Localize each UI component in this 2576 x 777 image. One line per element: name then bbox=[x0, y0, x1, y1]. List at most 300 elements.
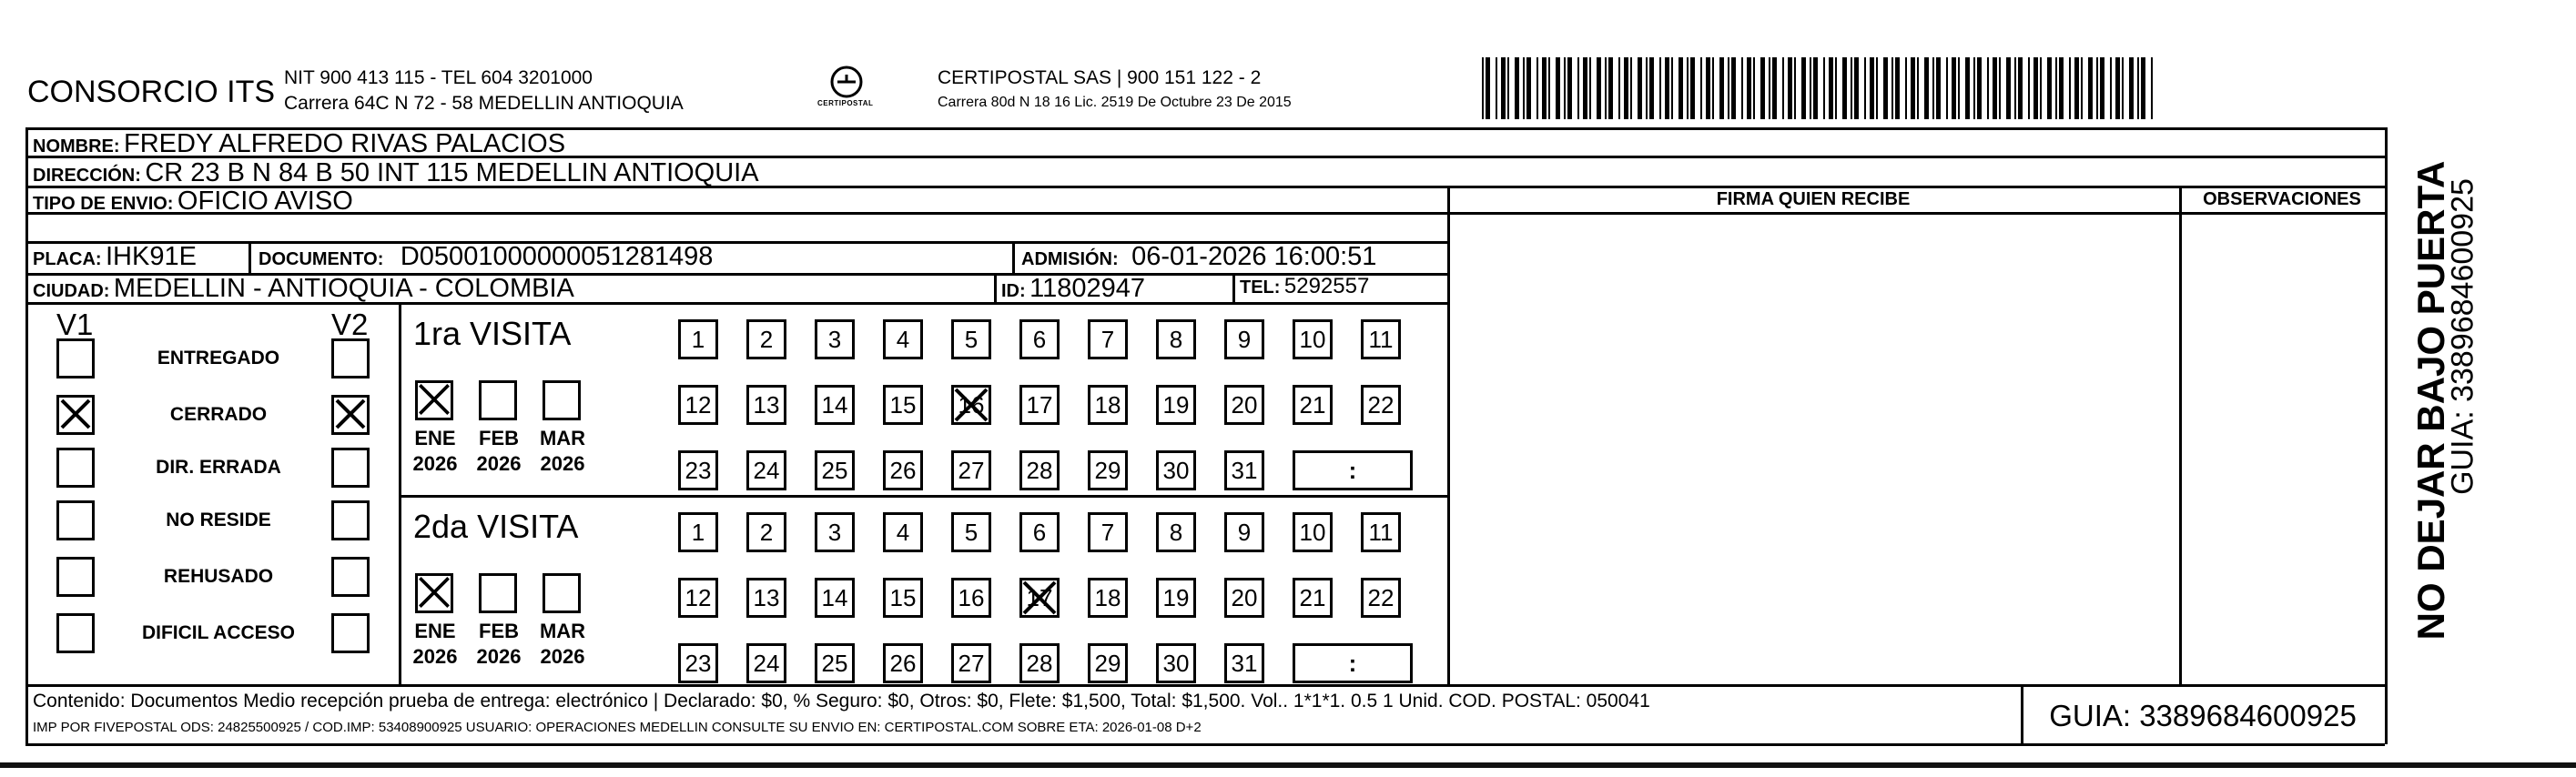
barcode-bar bbox=[1772, 57, 1777, 119]
barcode-bar bbox=[1823, 57, 1825, 119]
barcode-bar bbox=[1851, 57, 1852, 119]
day-box[interactable] bbox=[883, 512, 923, 552]
barcode-bar bbox=[1876, 57, 1878, 119]
barcode-bar bbox=[2014, 57, 2016, 119]
barcode-bar bbox=[1769, 57, 1770, 119]
barcode-bar bbox=[1883, 57, 1888, 119]
barcode-bar bbox=[1728, 57, 1729, 119]
status-option-label: ENTREGADO bbox=[157, 348, 280, 368]
barcode-bar bbox=[1810, 57, 1811, 119]
day-number: 24 bbox=[753, 456, 780, 484]
day-number: 2 bbox=[759, 518, 774, 546]
ciudad-label: CIUDAD: bbox=[33, 281, 110, 301]
barcode-bar bbox=[1801, 57, 1806, 119]
day-number: 3 bbox=[827, 325, 842, 353]
id-label: ID: bbox=[1001, 281, 1026, 301]
day-box[interactable] bbox=[815, 319, 855, 359]
x-mark-icon bbox=[55, 393, 96, 435]
day-number: 11 bbox=[1368, 518, 1394, 546]
day-box[interactable] bbox=[951, 450, 991, 490]
day-number: 19 bbox=[1162, 583, 1190, 611]
day-box[interactable] bbox=[951, 319, 991, 359]
v1-checkbox[interactable] bbox=[56, 395, 95, 435]
day-box[interactable] bbox=[883, 319, 923, 359]
barcode-bar bbox=[1987, 57, 1989, 119]
day-number: 20 bbox=[1231, 390, 1258, 419]
day-number: 27 bbox=[958, 649, 985, 677]
company-nit: NIT 900 413 115 - TEL 604 3201000 bbox=[284, 67, 593, 88]
v1-checkbox[interactable] bbox=[56, 500, 95, 540]
time-separator: : bbox=[1348, 649, 1357, 677]
month-checkbox[interactable] bbox=[479, 380, 517, 420]
barcode-bar bbox=[1794, 57, 1796, 119]
barcode-bar bbox=[1523, 57, 1525, 119]
day-number: 13 bbox=[753, 390, 780, 419]
barcode-bar bbox=[1536, 57, 1538, 119]
barcode-bar bbox=[1895, 57, 1900, 119]
barcode-bar bbox=[1932, 57, 1934, 119]
barcode-bar bbox=[1952, 57, 1956, 119]
barcode-bar bbox=[2081, 57, 2083, 119]
month-year: 2026 bbox=[476, 645, 522, 668]
placa-value: IHK91E bbox=[106, 242, 197, 271]
day-box[interactable] bbox=[1156, 578, 1196, 618]
day-number: 25 bbox=[821, 649, 848, 677]
day-box[interactable] bbox=[1224, 385, 1264, 425]
time-separator: : bbox=[1348, 456, 1357, 484]
documento-field bbox=[259, 242, 713, 272]
day-box[interactable] bbox=[1224, 450, 1264, 490]
barcode-bar bbox=[1958, 57, 1960, 119]
x-mark-icon bbox=[330, 393, 371, 435]
day-box[interactable] bbox=[1156, 319, 1196, 359]
day-number: 29 bbox=[1094, 649, 1121, 677]
month-year: 2026 bbox=[476, 452, 522, 475]
barcode-bar bbox=[2088, 57, 2093, 119]
barcode-bar bbox=[2100, 57, 2104, 119]
day-number: 6 bbox=[1032, 325, 1047, 353]
day-box[interactable] bbox=[1156, 643, 1196, 683]
barcode-bar bbox=[1706, 57, 1710, 119]
day-number: 9 bbox=[1237, 518, 1252, 546]
barcode-bar bbox=[1605, 57, 1607, 119]
day-box[interactable] bbox=[815, 512, 855, 552]
carrier-name: CERTIPOSTAL SAS | 900 151 122 - 2 bbox=[938, 67, 1262, 88]
day-box[interactable] bbox=[883, 578, 923, 618]
day-box[interactable] bbox=[951, 643, 991, 683]
day-box[interactable] bbox=[1019, 643, 1060, 683]
day-number: 21 bbox=[1299, 390, 1326, 419]
day-box[interactable] bbox=[1088, 450, 1128, 490]
day-box[interactable] bbox=[1088, 512, 1128, 552]
barcode-bar bbox=[1486, 57, 1490, 119]
barcode-bar bbox=[1597, 57, 1601, 119]
barcode-bar bbox=[2151, 57, 2153, 119]
barcode-bar bbox=[2055, 57, 2057, 119]
barcode-bar bbox=[2069, 57, 2071, 119]
day-number: 29 bbox=[1094, 456, 1121, 484]
day-box[interactable] bbox=[1088, 319, 1128, 359]
tel-field bbox=[1240, 274, 1369, 299]
barcode-bar bbox=[2033, 57, 2038, 119]
barcode-bar bbox=[1917, 57, 1919, 119]
barcode-bar bbox=[1936, 57, 1941, 119]
day-box[interactable] bbox=[678, 512, 718, 552]
v1-checkbox[interactable] bbox=[56, 557, 95, 597]
barcode-bar bbox=[1741, 57, 1743, 119]
day-box[interactable] bbox=[951, 578, 991, 618]
barcode-bar bbox=[1678, 57, 1683, 119]
v1-checkbox[interactable] bbox=[56, 613, 95, 653]
day-number: 4 bbox=[896, 518, 910, 546]
v2-checkbox[interactable] bbox=[331, 613, 370, 653]
day-number: 16 bbox=[958, 390, 985, 419]
id-value: 11802947 bbox=[1029, 274, 1145, 303]
bottom-edge-strip bbox=[0, 762, 2576, 768]
barcode-bar bbox=[1567, 57, 1572, 119]
day-number: 25 bbox=[821, 456, 848, 484]
barcode-bar bbox=[2129, 57, 2134, 119]
barcode-bar bbox=[2096, 57, 2098, 119]
day-number: 17 bbox=[1026, 583, 1053, 611]
barcode-bar bbox=[1649, 57, 1654, 119]
day-box[interactable] bbox=[746, 512, 786, 552]
v2-checkbox[interactable] bbox=[331, 500, 370, 540]
day-number: 9 bbox=[1237, 325, 1252, 353]
barcode-bar bbox=[2137, 57, 2139, 119]
day-number: 2 bbox=[759, 325, 774, 353]
barcode-bar bbox=[1556, 57, 1560, 119]
barcode-bar bbox=[1671, 57, 1673, 119]
month-year: 2026 bbox=[540, 452, 585, 475]
barcode-bar bbox=[1977, 57, 1982, 119]
month-checkbox[interactable] bbox=[415, 573, 453, 613]
month-label bbox=[530, 619, 595, 670]
day-number: 14 bbox=[821, 390, 848, 419]
barcode-bar bbox=[1993, 57, 1997, 119]
v2-checkbox[interactable] bbox=[331, 395, 370, 435]
tel-label: TEL: bbox=[1240, 278, 1281, 298]
placa-label: PLACA: bbox=[33, 249, 102, 269]
barcode-bar bbox=[2141, 57, 2145, 119]
company-name: CONSORCIO ITS bbox=[27, 75, 276, 109]
barcode-bar bbox=[1482, 57, 1484, 119]
day-number: 18 bbox=[1094, 390, 1121, 419]
day-box[interactable] bbox=[1293, 319, 1333, 359]
barcode-bar bbox=[2040, 57, 2042, 119]
barcode-bar bbox=[1973, 57, 1975, 119]
day-number: 15 bbox=[889, 390, 917, 419]
day-box[interactable] bbox=[1156, 450, 1196, 490]
v2-checkbox[interactable] bbox=[331, 448, 370, 488]
barcode-bar bbox=[1700, 57, 1702, 119]
day-box[interactable] bbox=[1224, 643, 1264, 683]
tipo-envio-value: OFICIO AVISO bbox=[177, 187, 353, 216]
month-label bbox=[530, 426, 595, 477]
month-name: MAR bbox=[539, 427, 586, 449]
barcode-bar bbox=[1646, 57, 1648, 119]
barcode-bar bbox=[1608, 57, 1613, 119]
day-number: 11 bbox=[1368, 325, 1394, 353]
id-field bbox=[1001, 274, 1145, 304]
barcode-bar bbox=[1507, 57, 1509, 119]
barcode-bar bbox=[2110, 57, 2112, 119]
day-number: 30 bbox=[1162, 649, 1190, 677]
barcode-bar bbox=[1965, 57, 1970, 119]
barcode-bar bbox=[1813, 57, 1818, 119]
direccion-label: DIRECCIÓN: bbox=[33, 166, 141, 186]
barcode-bar bbox=[2115, 57, 2120, 119]
day-number: 16 bbox=[958, 583, 985, 611]
day-box[interactable] bbox=[1019, 385, 1060, 425]
day-box[interactable] bbox=[1293, 385, 1333, 425]
day-number: 19 bbox=[1162, 390, 1190, 419]
barcode-bar bbox=[1526, 57, 1531, 119]
barcode-bar bbox=[1719, 57, 1724, 119]
day-box[interactable] bbox=[1224, 512, 1264, 552]
barcode-bar bbox=[2074, 57, 2079, 119]
day-box[interactable] bbox=[1224, 578, 1264, 618]
day-box[interactable] bbox=[951, 385, 991, 425]
day-box[interactable] bbox=[678, 450, 718, 490]
tel-value: 5292557 bbox=[1283, 274, 1370, 298]
barcode-bar bbox=[2122, 57, 2124, 119]
day-number: 12 bbox=[685, 583, 712, 611]
day-box[interactable] bbox=[815, 578, 855, 618]
day-box[interactable] bbox=[1019, 319, 1060, 359]
tipo-envio-label: TIPO DE ENVIO: bbox=[33, 194, 174, 214]
day-box[interactable] bbox=[1019, 512, 1060, 552]
day-box[interactable] bbox=[1293, 578, 1333, 618]
barcode-bar bbox=[1946, 57, 1948, 119]
status-option-label: CERRADO bbox=[169, 404, 268, 425]
barcode-bar bbox=[1564, 57, 1566, 119]
observaciones-header: OBSERVACIONES bbox=[2203, 189, 2361, 209]
month-label bbox=[402, 619, 468, 670]
day-box[interactable] bbox=[1019, 578, 1060, 618]
day-number: 6 bbox=[1032, 518, 1047, 546]
month-label bbox=[466, 426, 532, 477]
month-name: FEB bbox=[479, 427, 519, 449]
side-guia: GUIA: 3389684600925 bbox=[2445, 178, 2480, 495]
nombre-value: FREDY ALFREDO RIVAS PALACIOS bbox=[124, 129, 566, 158]
admision-field bbox=[1021, 242, 1376, 272]
tipo-envio-field bbox=[33, 187, 353, 217]
x-mark-icon bbox=[948, 382, 994, 428]
day-number: 23 bbox=[685, 456, 712, 484]
day-box[interactable] bbox=[1088, 385, 1128, 425]
day-number: 1 bbox=[691, 518, 705, 546]
day-box[interactable] bbox=[1088, 578, 1128, 618]
barcode-bar bbox=[1690, 57, 1695, 119]
day-number: 1 bbox=[691, 325, 705, 353]
day-number: 26 bbox=[889, 456, 917, 484]
day-box[interactable] bbox=[678, 319, 718, 359]
barcode-bar bbox=[1515, 57, 1519, 119]
barcode-bar bbox=[1854, 57, 1859, 119]
month-label bbox=[402, 426, 468, 477]
barcode-bar bbox=[1687, 57, 1689, 119]
day-number: 24 bbox=[753, 649, 780, 677]
barcode-bar bbox=[2047, 57, 2052, 119]
day-number: 12 bbox=[685, 390, 712, 419]
barcode-bar bbox=[1753, 57, 1755, 119]
barcode-bar bbox=[2059, 57, 2064, 119]
day-number: 17 bbox=[1026, 390, 1053, 419]
day-box[interactable] bbox=[1019, 450, 1060, 490]
day-number: 31 bbox=[1231, 649, 1258, 677]
x-mark-icon bbox=[413, 571, 455, 613]
day-box[interactable] bbox=[746, 319, 786, 359]
x-mark-icon bbox=[1017, 575, 1062, 621]
time-box[interactable] bbox=[1293, 643, 1413, 683]
month-year: 2026 bbox=[412, 645, 458, 668]
day-box[interactable] bbox=[815, 643, 855, 683]
day-number: 7 bbox=[1100, 518, 1115, 546]
day-box[interactable] bbox=[883, 643, 923, 683]
imp-line: IMP POR FIVEPOSTAL ODS: 24825500925 / COD.IMP: 53408900925 USUARIO: OPERACIONES MEDELLIN CONSULTE SU ENVIO EN: CERTIPOSTAL.COM SOBRE ETA: 2026-01-08 D+2 bbox=[33, 720, 1202, 735]
x-mark-icon bbox=[413, 378, 455, 420]
barcode-bar bbox=[1835, 57, 1837, 119]
status-option-label: NO RESIDE bbox=[166, 510, 271, 530]
day-box[interactable] bbox=[1361, 319, 1401, 359]
day-number: 28 bbox=[1026, 456, 1053, 484]
admision-value: 06-01-2026 16:00:51 bbox=[1131, 242, 1377, 271]
day-number: 5 bbox=[964, 518, 979, 546]
day-box[interactable] bbox=[678, 385, 718, 425]
footer-guia: GUIA: 3389684600925 bbox=[2049, 699, 2357, 732]
v1-checkbox[interactable] bbox=[56, 448, 95, 488]
day-box[interactable] bbox=[746, 450, 786, 490]
day-box[interactable] bbox=[1361, 385, 1401, 425]
day-box[interactable] bbox=[815, 385, 855, 425]
visit-title: 2da VISITA bbox=[413, 508, 579, 545]
barcode-bar bbox=[1630, 57, 1632, 119]
nombre-label: NOMBRE: bbox=[33, 136, 120, 156]
day-box[interactable] bbox=[746, 385, 786, 425]
barcode-bar bbox=[1548, 57, 1550, 119]
direccion-field bbox=[33, 158, 759, 188]
barcode-bar bbox=[1760, 57, 1765, 119]
certipostal-logo bbox=[810, 64, 883, 111]
day-number: 21 bbox=[1299, 583, 1326, 611]
barcode-bar bbox=[1891, 57, 1893, 119]
month-name: ENE bbox=[414, 427, 456, 449]
admision-label: ADMISIÓN: bbox=[1021, 249, 1119, 269]
barcode-bar bbox=[1583, 57, 1587, 119]
day-box[interactable] bbox=[678, 643, 718, 683]
day-number: 5 bbox=[964, 325, 979, 353]
day-box[interactable] bbox=[1088, 643, 1128, 683]
day-number: 27 bbox=[958, 456, 985, 484]
no-dejar-bajo-puerta: NO DEJAR BAJO PUERTA bbox=[2409, 160, 2452, 641]
day-box[interactable] bbox=[1361, 512, 1401, 552]
day-box[interactable] bbox=[951, 512, 991, 552]
day-number: 13 bbox=[753, 583, 780, 611]
barcode-bar bbox=[1712, 57, 1714, 119]
status-option-label: DIR. ERRADA bbox=[156, 457, 281, 478]
visit-title: 1ra VISITA bbox=[413, 315, 572, 352]
documento-label: DOCUMENTO: bbox=[259, 249, 384, 269]
barcode-bar bbox=[1589, 57, 1591, 119]
barcode-bar bbox=[1577, 57, 1579, 119]
day-box[interactable] bbox=[678, 578, 718, 618]
barcode-bar bbox=[2028, 57, 2030, 119]
month-name: ENE bbox=[414, 620, 456, 642]
barcode-bar bbox=[1638, 57, 1642, 119]
barcode-bar bbox=[1782, 57, 1784, 119]
month-label bbox=[466, 619, 532, 670]
day-number: 22 bbox=[1367, 583, 1394, 611]
time-box[interactable] bbox=[1293, 450, 1413, 490]
firma-quien-recibe-header: FIRMA QUIEN RECIBE bbox=[1716, 189, 1911, 209]
day-box[interactable] bbox=[1293, 512, 1333, 552]
barcode-bar bbox=[2018, 57, 2023, 119]
day-number: 4 bbox=[896, 325, 910, 353]
barcode-bar bbox=[1731, 57, 1736, 119]
v2-label: V2 bbox=[331, 308, 369, 341]
month-checkbox[interactable] bbox=[543, 380, 581, 420]
month-checkbox[interactable] bbox=[543, 573, 581, 613]
month-year: 2026 bbox=[540, 645, 585, 668]
day-number: 8 bbox=[1169, 518, 1183, 546]
day-box[interactable] bbox=[1224, 319, 1264, 359]
month-checkbox[interactable] bbox=[415, 380, 453, 420]
barcode bbox=[1482, 57, 2155, 119]
ciudad-field bbox=[33, 274, 574, 304]
month-year: 2026 bbox=[412, 452, 458, 475]
day-box[interactable] bbox=[1156, 385, 1196, 425]
nombre-field bbox=[33, 129, 565, 159]
day-box[interactable] bbox=[1156, 512, 1196, 552]
day-number: 30 bbox=[1162, 456, 1190, 484]
barcode-bar bbox=[1924, 57, 1929, 119]
barcode-bar bbox=[1624, 57, 1628, 119]
barcode-bar bbox=[2006, 57, 2011, 119]
day-number: 15 bbox=[889, 583, 917, 611]
day-number: 7 bbox=[1100, 325, 1115, 353]
day-box[interactable] bbox=[883, 450, 923, 490]
direccion-value: CR 23 B N 84 B 50 INT 115 MEDELLIN ANTIOQUIA bbox=[145, 158, 759, 187]
barcode-bar bbox=[1829, 57, 1833, 119]
day-box[interactable] bbox=[883, 385, 923, 425]
barcode-bar bbox=[1864, 57, 1866, 119]
day-number: 3 bbox=[827, 518, 842, 546]
month-checkbox[interactable] bbox=[479, 573, 517, 613]
barcode-bar bbox=[1747, 57, 1751, 119]
day-box[interactable] bbox=[815, 450, 855, 490]
month-name: MAR bbox=[539, 620, 586, 642]
day-box[interactable] bbox=[746, 578, 786, 618]
v1-label: V1 bbox=[56, 308, 94, 341]
v1-checkbox[interactable] bbox=[56, 338, 95, 378]
barcode-bar bbox=[1905, 57, 1907, 119]
day-number: 22 bbox=[1367, 390, 1394, 419]
day-number: 8 bbox=[1169, 325, 1183, 353]
day-box[interactable] bbox=[1361, 578, 1401, 618]
placa-field bbox=[33, 242, 197, 272]
barcode-bar bbox=[1618, 57, 1620, 119]
day-box[interactable] bbox=[746, 643, 786, 683]
carrier-address: Carrera 80d N 18 16 Lic. 2519 De Octubre 23 De 2015 bbox=[938, 95, 1292, 110]
barcode-bar bbox=[1659, 57, 1661, 119]
v2-checkbox[interactable] bbox=[331, 557, 370, 597]
v2-checkbox[interactable] bbox=[331, 338, 370, 378]
day-number: 10 bbox=[1299, 518, 1326, 546]
contenido-line: Contenido: Documentos Medio recepción prueba de entrega: electrónico | Declarado: $0, % Seguro: $0, Otros: $0, Flete: $1,500, Total: $1,500. Vol.. 1*1*1. 0.5 1 Unid. COD. POSTAL: 050041 bbox=[33, 691, 1650, 711]
status-option-label: REHUSADO bbox=[163, 566, 274, 587]
day-number: 28 bbox=[1026, 649, 1053, 677]
